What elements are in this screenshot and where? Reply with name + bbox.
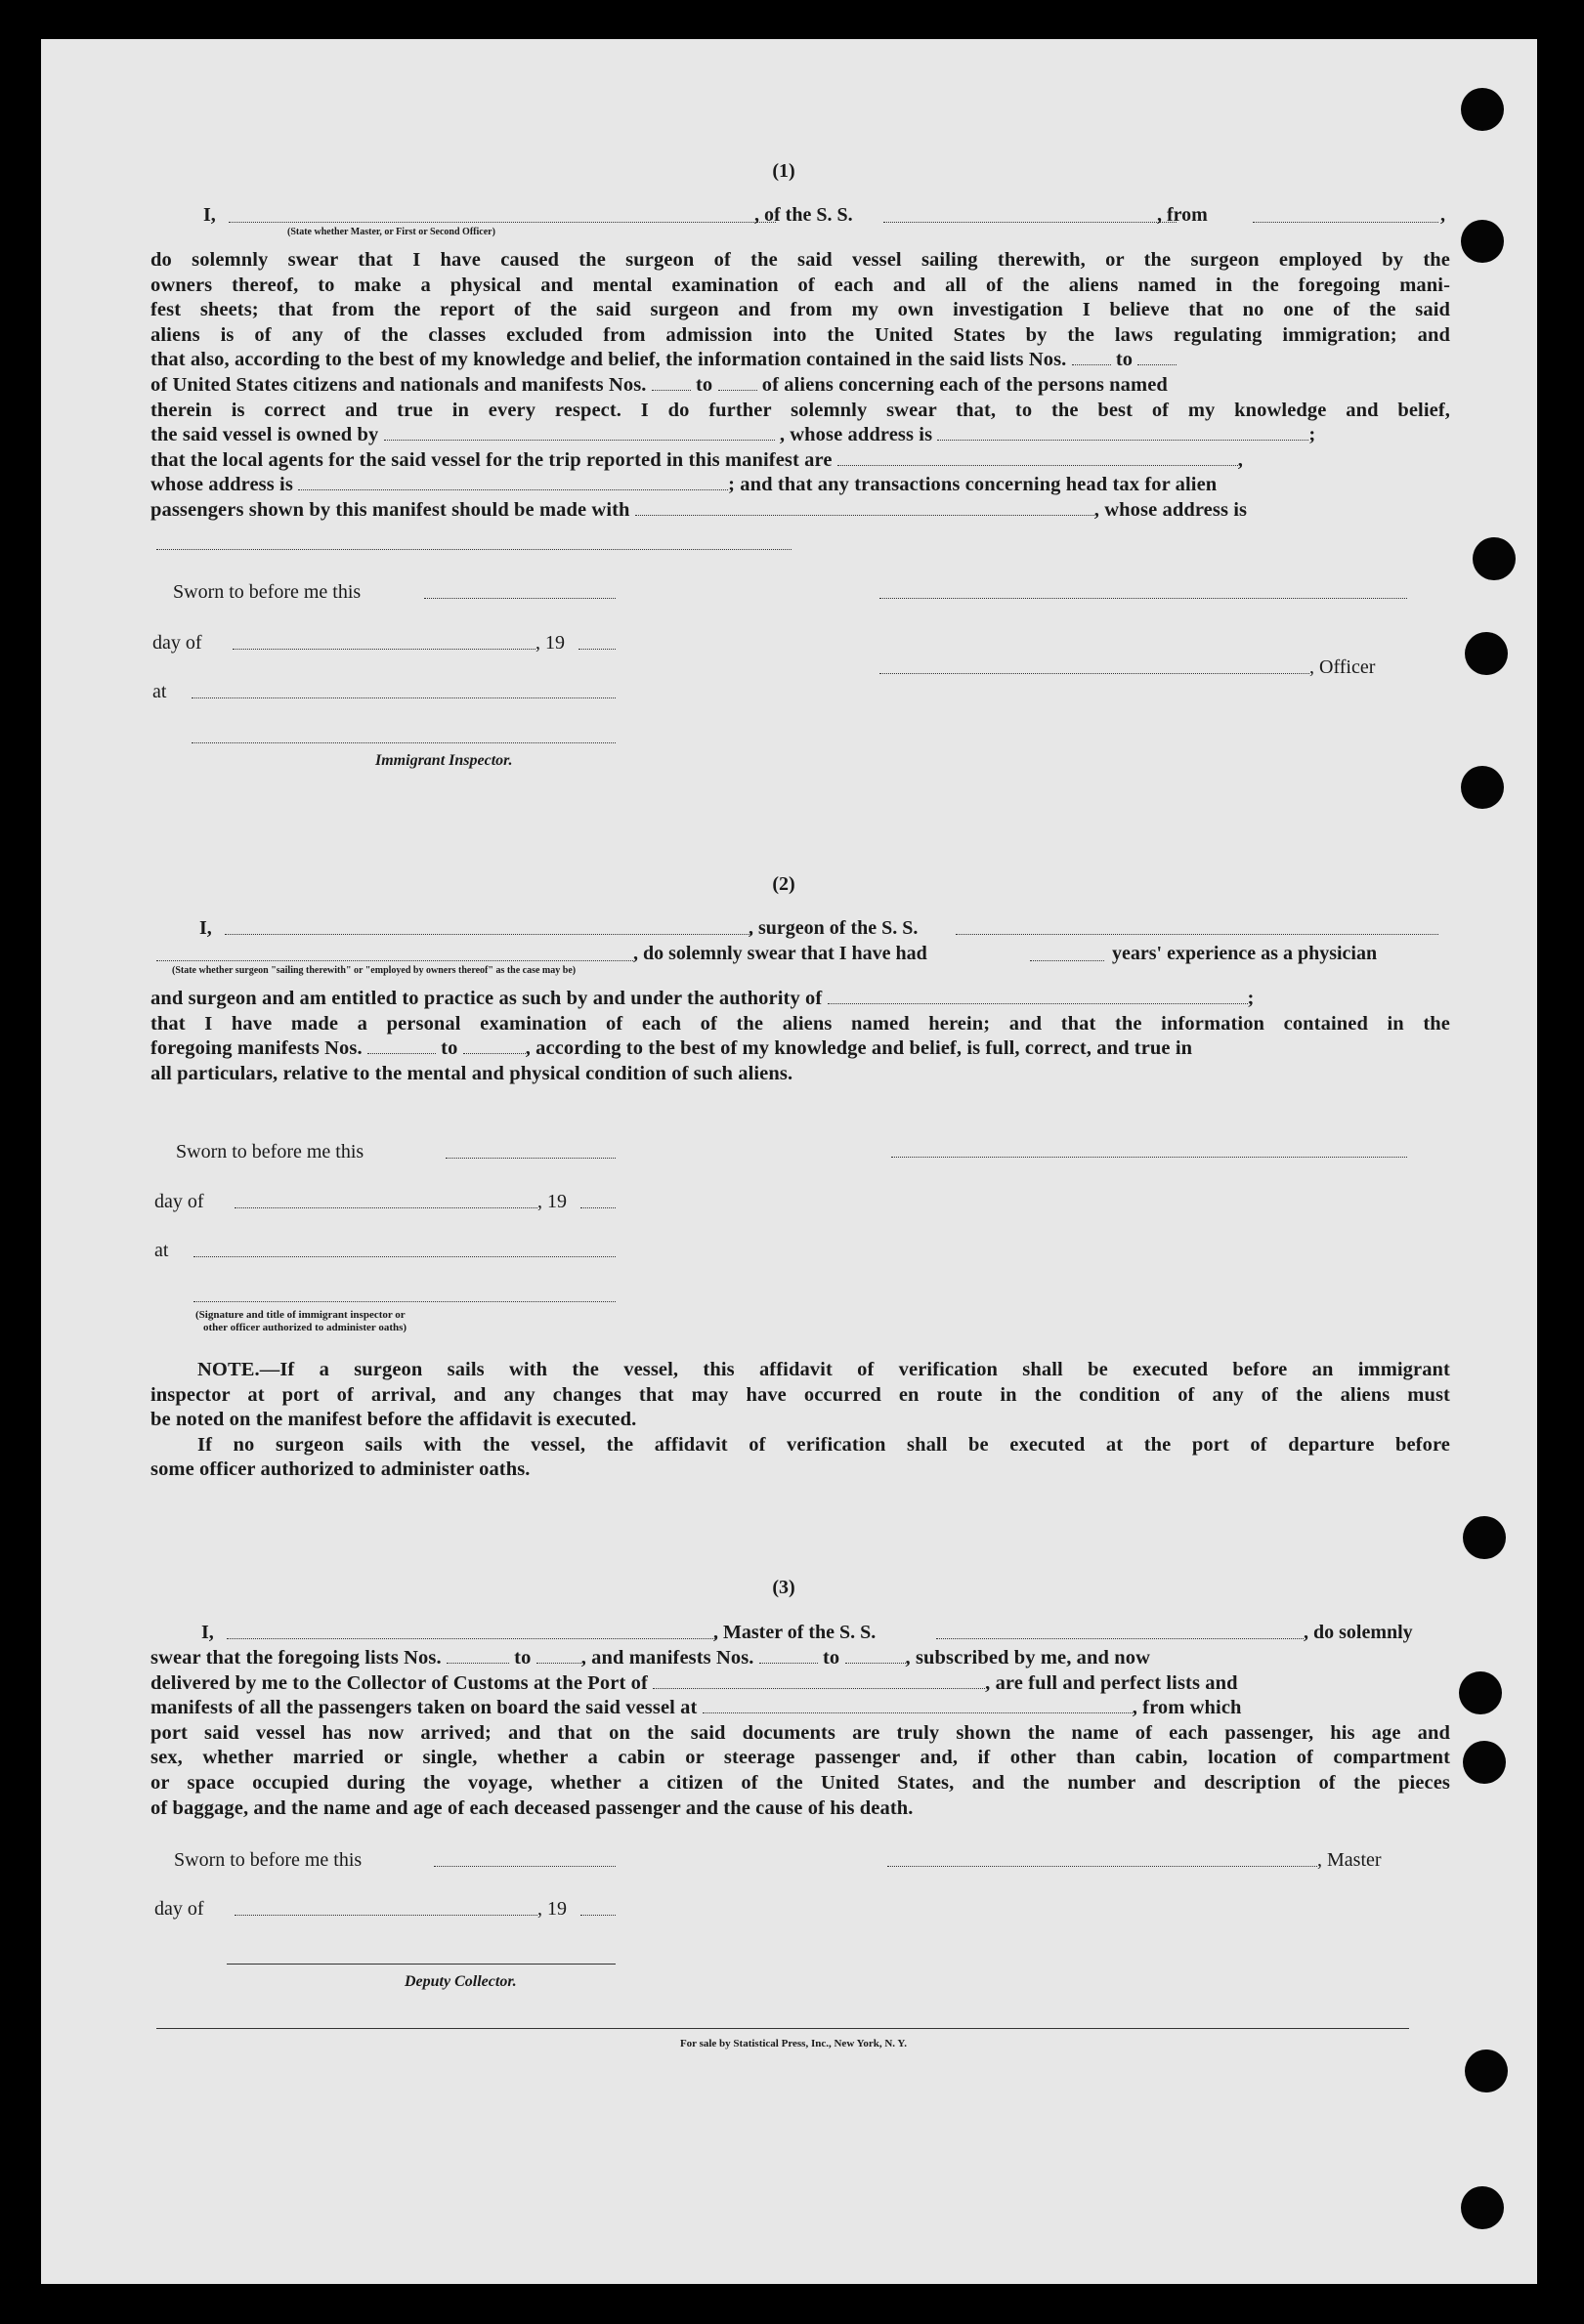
body-line: sex, whether married or single, whether a cabin or steerage passenger and, if other than cabin, location of compartment [150, 1747, 1450, 1769]
do-solemnly-label: , do solemnly [1304, 1622, 1413, 1643]
manifest-from-field[interactable] [652, 375, 691, 391]
section-2-body [150, 987, 1450, 1086]
body-line: that I have made a personal examination of each of the aliens named herein; and that the information contained in the [150, 1012, 1450, 1035]
body-text: whose address is [150, 474, 293, 496]
body-text: of aliens concerning each of the persons named [761, 373, 1168, 396]
body-text: , whose address is [779, 424, 933, 446]
note-line: inspector at port of arrival, and any changes that may have occurred en route in the condition of any of the aliens must [150, 1383, 1450, 1406]
officer-signature-top-field[interactable] [879, 598, 1407, 599]
sworn-label: Sworn to before me this [176, 1141, 364, 1162]
surgeon-vessel-field[interactable] [956, 934, 1438, 935]
punch-hole [1473, 537, 1516, 580]
body-text: manifests of all the passengers taken on board the said vessel at [150, 1697, 698, 1719]
sworn-date-field[interactable] [424, 598, 616, 599]
manifest-page [41, 39, 1537, 2284]
printer-imprint: For sale by Statistical Press, Inc., New York, N. Y. [679, 2038, 908, 2049]
at-label: at [154, 1240, 169, 1261]
surgeon-of-ss-label: , surgeon of the S. S. [749, 917, 919, 939]
year-label: , 19 [535, 632, 565, 654]
body-line: do solemnly swear that I have caused the surgeon of the said vessel sailing therewith, or the surgeon employed by the [150, 249, 1450, 271]
section-1-body [150, 248, 1450, 524]
punch-hole [1461, 88, 1504, 131]
officer-signature-field[interactable] [879, 673, 1309, 674]
at-field[interactable] [192, 697, 616, 698]
at-label: at [152, 681, 167, 702]
years-field[interactable] [1030, 960, 1104, 961]
day-of-field[interactable] [235, 1207, 537, 1208]
master-of-ss-label: , Master of the S. S. [713, 1622, 877, 1643]
punch-hole [1461, 2186, 1504, 2229]
body-text: , and manifests Nos. [580, 1647, 754, 1669]
body-text: that also, according to the best of my knowledge and belief, the information contained in the said lists Nos. [150, 349, 1067, 371]
body-text: ; and that any transactions concerning head tax for alien [728, 474, 1218, 496]
manifest-to-field[interactable] [845, 1648, 906, 1664]
officer-rank-hint: (State whether Master, or First or Second Officer) [287, 227, 495, 237]
master-vessel-field[interactable] [936, 1638, 1304, 1639]
body-line [150, 1036, 1450, 1062]
manifest-from-field[interactable] [759, 1648, 818, 1664]
body-line: that the local agents for the said vessel for the trip reported in this manifest are , [150, 448, 1244, 471]
body-text: that the local agents for the said vessel for the trip reported in this manifest are [150, 448, 833, 471]
body-line: aliens is of any of the classes excluded from admission into the United States by the laws regulating immigration; and [150, 323, 1450, 346]
body-text: to [514, 1647, 532, 1669]
body-text: , according to the best of my knowledge and belief, is full, correct, and true in [525, 1037, 1193, 1060]
body-line: the said vessel is owned by , whose address is ; [150, 424, 1316, 446]
punch-hole [1461, 220, 1504, 263]
section-1-i: I, [203, 204, 216, 226]
body-text: delivered by me to the Collector of Customs at the Port of [150, 1671, 648, 1694]
year-label: , 19 [537, 1191, 567, 1212]
body-line [150, 348, 1450, 373]
body-text: to [696, 373, 713, 396]
note-block [150, 1358, 1450, 1483]
day-of-field[interactable] [233, 649, 535, 650]
from-port-field[interactable] [1253, 222, 1438, 223]
body-line: fest sheets; that from the report of the said surgeon and from my own investigation I believe that no one of the said [150, 299, 1450, 321]
body-text: passengers shown by this manifest should be made with [150, 498, 630, 521]
immigrant-inspector-label: Immigrant Inspector. [375, 752, 513, 769]
section-3-number: (3) [772, 1577, 795, 1598]
punch-hole [1463, 1516, 1506, 1559]
note-line: some officer authorized to administer oaths. [150, 1458, 531, 1481]
embark-port-field[interactable] [703, 1698, 1133, 1713]
body-text: , are full and perfect lists and [985, 1671, 1238, 1694]
from-label: , from [1157, 204, 1208, 226]
collector-signature-field[interactable] [227, 1964, 616, 1965]
section-2-number: (2) [772, 873, 795, 895]
body-line: or space occupied during the voyage, whether a citizen of the United States, and the number and description of the pieces [150, 1771, 1450, 1794]
deputy-collector-label: Deputy Collector. [405, 1973, 517, 1990]
surgeon-name-field[interactable] [225, 934, 752, 935]
lists-to-field[interactable] [536, 1648, 581, 1664]
note-line: be noted on the manifest before the affidavit is executed. [150, 1409, 637, 1431]
body-line [150, 1696, 1450, 1721]
of-ss-label: , of the S. S. [754, 204, 853, 226]
vessel-name-field[interactable] [883, 222, 1177, 223]
body-text: all particulars, relative to the mental and physical condition of such aliens. [150, 1062, 793, 1084]
manifest-to-field[interactable] [718, 375, 757, 391]
body-text: of United States citizens and nationals and manifests Nos. [150, 373, 647, 396]
surgeon-status-hint: (State whether surgeon "sailing therewith" or "employed by owners thereof" as the case may be) [172, 965, 577, 976]
signature-hint: other officer authorized to administer oaths) [203, 1322, 407, 1333]
authority-field[interactable] [828, 989, 1248, 1004]
section-2-i: I, [199, 917, 212, 939]
surgeon-status-field[interactable] [156, 960, 633, 961]
year-field[interactable] [580, 1915, 616, 1916]
body-line: owners thereof, to make a physical and mental examination of each and all of the aliens named in the foregoing mani- [150, 274, 1450, 296]
body-line: port said vessel has now arrived; and that on the said documents are truly shown the name of each passenger, his age and [150, 1721, 1450, 1744]
footer-rule [156, 2028, 1409, 2029]
officer-name-field[interactable] [229, 222, 776, 223]
sworn-date-field[interactable] [446, 1158, 616, 1159]
punch-hole [1461, 766, 1504, 809]
body-text: , from which [1132, 1697, 1242, 1719]
head-tax-address-field[interactable] [156, 549, 792, 550]
body-line [150, 1671, 1450, 1697]
inspector-signature-field[interactable] [192, 742, 616, 743]
officer-label: , Officer [1309, 656, 1376, 678]
body-line: therein is correct and true in every respect. I do further solemnly swear that, to the best of my knowledge and belief, [150, 399, 1450, 421]
examiner-signature-field[interactable] [193, 1301, 616, 1302]
owner-field[interactable] [384, 425, 775, 441]
signature-hint: (Signature and title of immigrant inspector or [195, 1309, 406, 1321]
body-text: the said vessel is owned by [150, 424, 379, 446]
body-text: foregoing manifests Nos. [150, 1037, 363, 1060]
body-text: to [1115, 349, 1134, 371]
body-text: to [823, 1647, 840, 1669]
punch-hole [1463, 1741, 1506, 1784]
body-text: swear that the foregoing lists Nos. [150, 1647, 442, 1669]
master-label: , Master [1317, 1849, 1382, 1871]
body-text: , subscribed by me, and now [905, 1647, 1150, 1669]
body-line [150, 1062, 1450, 1087]
body-text: and surgeon and am entitled to practice as such by and under the authority of [150, 988, 823, 1009]
swear-label: , do solemnly swear that I have had [633, 943, 927, 964]
punch-hole [1459, 1671, 1502, 1714]
day-of-field[interactable] [235, 1915, 537, 1916]
day-of-label: day of [154, 1898, 204, 1920]
owner-address-field[interactable] [937, 425, 1308, 441]
note-label: NOTE. [197, 1359, 260, 1380]
master-name-field[interactable] [227, 1638, 715, 1639]
master-signature-field[interactable] [887, 1866, 1317, 1867]
day-of-label: day of [154, 1191, 204, 1212]
lists-from-field[interactable] [447, 1648, 509, 1664]
sworn-date-field[interactable] [434, 1866, 616, 1867]
comma: , [1440, 204, 1445, 226]
body-line [150, 473, 1450, 498]
body-line [150, 498, 1450, 524]
punch-hole [1465, 2049, 1508, 2092]
year-field[interactable] [578, 649, 616, 650]
punch-hole [1465, 632, 1508, 675]
manifest-to-field[interactable] [463, 1038, 526, 1054]
body-line [150, 373, 1450, 399]
body-line: and surgeon and am entitled to practice as such by and under the authority of ; [150, 988, 1255, 1009]
sworn-label: Sworn to before me this [174, 1849, 363, 1871]
section-3-i: I, [201, 1622, 214, 1643]
at-field[interactable] [193, 1256, 616, 1257]
sworn-label: Sworn to before me this [173, 581, 362, 603]
agents-field[interactable] [837, 450, 1238, 466]
body-line [150, 1646, 1450, 1671]
year-label: , 19 [537, 1898, 567, 1920]
manifest-from-field[interactable] [367, 1038, 436, 1054]
body-text: to [441, 1037, 458, 1060]
section-1-number: (1) [772, 160, 795, 182]
surgeon-signature-field[interactable] [891, 1157, 1407, 1158]
body-line: of baggage, and the name and age of each deceased passenger and the cause of his death. [150, 1796, 914, 1819]
year-field[interactable] [580, 1207, 616, 1208]
lists-from-field[interactable] [1072, 350, 1111, 365]
note-line [150, 1358, 1450, 1383]
head-tax-field[interactable] [635, 500, 1094, 516]
section-3-body [150, 1646, 1450, 1821]
agents-address-field[interactable] [298, 475, 728, 490]
day-of-label: day of [152, 632, 202, 654]
note-text: —If a surgeon sails with the vessel, this affidavit of verification shall be executed before an immigrant [259, 1359, 1450, 1380]
body-text: , whose address is [1093, 498, 1248, 521]
years-label: years' experience as a physician [1112, 943, 1378, 964]
note-line: If no surgeon sails with the vessel, the affidavit of verification shall be executed at the port of departure before [197, 1433, 1450, 1456]
lists-to-field[interactable] [1137, 350, 1177, 365]
customs-port-field[interactable] [653, 1673, 985, 1689]
